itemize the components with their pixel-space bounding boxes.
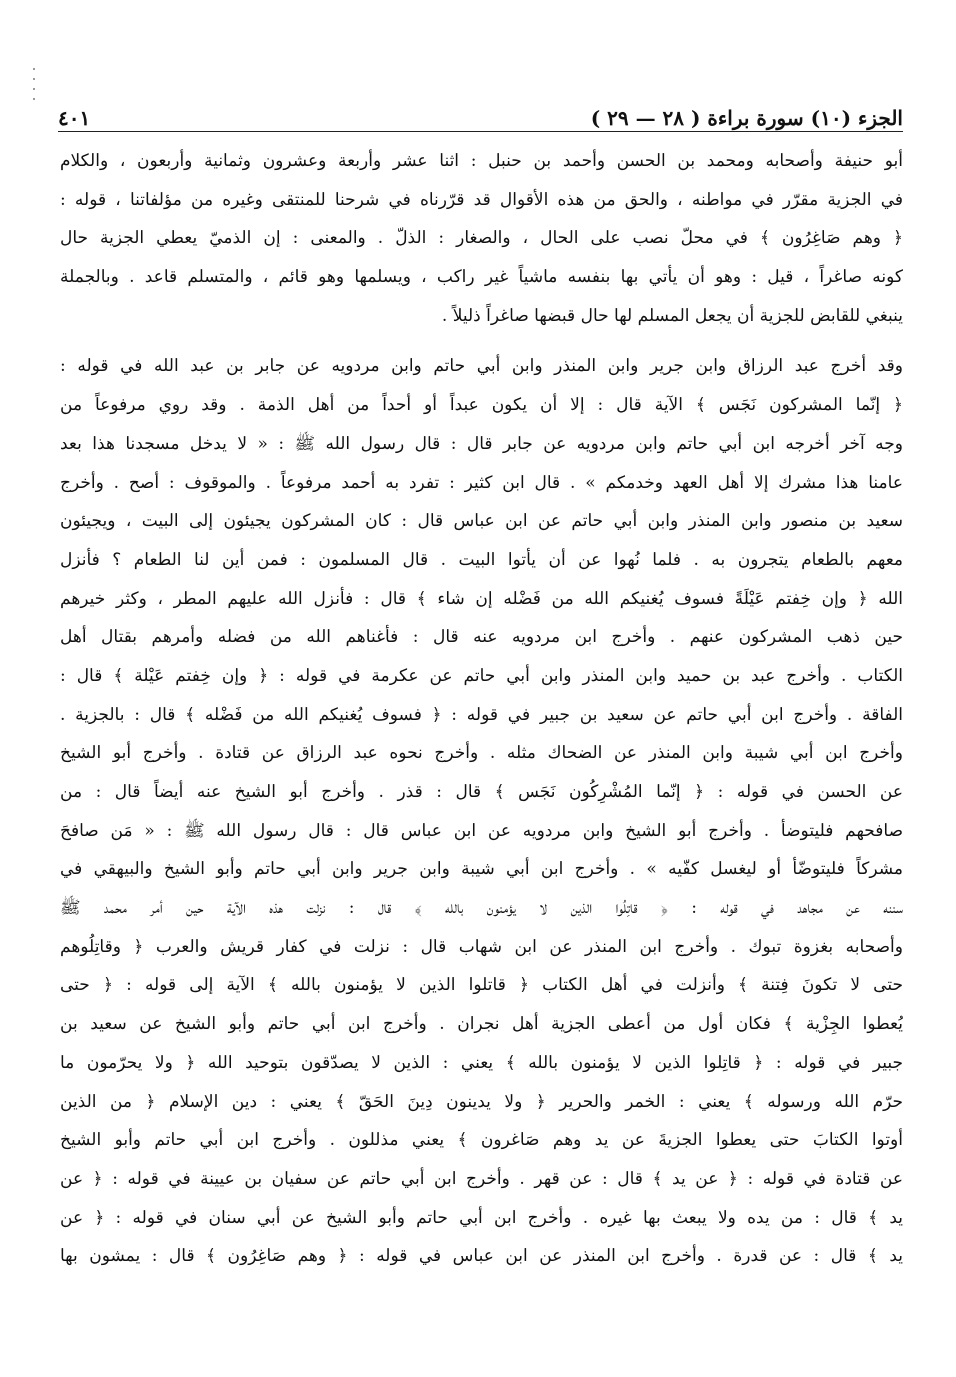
text-line: مشركاً فليتوضّأ أو ليغسل كفّيه » . وأخرج ابن أبي شيبة وابن جرير وابن أبي حاتم وأبو الشيخ والبيهقي في <box>60 859 903 880</box>
text-line: جبير في قوله : ﴿ قاتِلوا الذين لا يؤمنون بالله ﴾ يعني : الذين لا يصدّقون بتوحيد الله ﴿ ولا يحرّمون ما <box>60 1052 903 1073</box>
text-line: ينبغي للقابض للجزية أن يجعل المسلم لها حال قبضها صاغراً ذليلاً . <box>441 305 903 326</box>
body-text <box>60 142 903 1276</box>
text-line: كونه صاغراً ، قيل : وهو أن يأتي بها بنفسه ماشياً غير راكب ، ويسلمها وهو قائم ، والمتسلم قاعد . وبالجملة <box>60 267 903 288</box>
text-line: سعيد بن منصور وابن المنذر وابن أبي حاتم عن ابن عباس قال : كان المشركون يجيئون إلى البيت ، ويجيئون <box>60 511 903 532</box>
text-line: حين ذهب المشركون عنهم . وأخرج ابن مردويه عنه قال : فأغناهم الله من فضله وأمرهم بقتال أهل <box>60 627 903 648</box>
text-line: يد ﴾ قال : عن قدرة . وأخرج ابن المنذر عن ابن عباس في قوله : ﴿ وهم صَاغِرُون ﴾ قال : يمشون بها <box>60 1246 903 1267</box>
text-line: معهم بالطعام يتجرون به . فلما نُهوا عن أن يأتوا البيت . قال المسلمون : فمن أين لنا الطعام ؟ فأنزل <box>60 549 903 570</box>
text-line: يد ﴾ قال : من يده ولا يبعث بها غيره . وأخرج ابن أبي حاتم وأبو الشيخ عن أبي سنان في قوله : ﴿ عن <box>60 1207 903 1228</box>
text-line: وأصحابه بغزوة تبوك . وأخرج ابن المنذر عن ابن شهاب قال : نزلت في كفار قريش والعرب ﴿ وقاتِلُوهم <box>60 936 903 957</box>
text-line: عن الحسن في قوله : ﴿ إنّما المُشْرِكُون نَجَس ﴾ قال : قذر . وأخرج أبو الشيخ عنه أيضاً قال : من <box>60 782 903 802</box>
text-line: وجه آخر أخرجه ابن أبي حاتم وابن مردويه عن جابر قال : قال رسول الله ﷺ : « لا يدخل مسجدنا هذا بعد <box>60 433 903 454</box>
text-line: عن قتادة في قوله : ﴿ عن يد ﴾ قال : عن قهر . وأخرج ابن أبي حاتم عن سفيان بن عيينة في قوله : ﴿ عن <box>60 1168 903 1189</box>
text-line: صافحهم فليتوضأ . وأخرج أبو الشيخ وابن مردويه عن ابن عباس قال : قال رسول الله ﷺ : « مَن صافحَ <box>60 820 903 841</box>
text-line: الفاقة . وأخرج ابن أبي حاتم عن سعيد بن جبير في قوله : ﴿ فسوف يُغنيكم الله من فَضْله ﴾ قال : بالجزية . <box>60 704 903 725</box>
text-line: سننه عن مجاهد في قوله : ﴿ قاتِلُوا الذين لا يؤمنون بالله ﴾ قال : نزلت هذه الآية حين أمر محمد ﷺ <box>60 898 903 919</box>
header-title: الجزء (١٠) سورة براءة ( ٢٨ — ٢٩ ) <box>590 106 903 130</box>
page-number: ٤٠١ <box>58 106 91 130</box>
text-line: الكتاب . وأخرج عبد بن حميد وابن المنذر وابن أبي حاتم عن عكرمة في قوله : ﴿ وإن خِفتم عَيْلة ﴾ قال : <box>60 665 903 686</box>
running-header <box>58 98 903 130</box>
text-line: وقد أخرج عبد الرزاق وابن جرير وابن المنذر وابن أبي حاتم وابن مردويه عن جابر بن عبد الله في قوله : <box>60 356 903 377</box>
text-line: حرّم الله ورسوله ﴾ يعني : الخمر والحرير ﴿ ولا يدينون دِينَ الحَقّ ﴾ يعني : دين الإسلام ﴿ من الذين <box>60 1091 903 1112</box>
text-line: عامنا هذا مشرك إلا أهل العهد وخدمكم » . قال ابن كثير : تفرد به أحمد مرفوعاً . والموقوف : أصح . وأخرج <box>60 472 903 493</box>
header-rule <box>58 131 903 132</box>
text-line: في الجزية مقرّر في مواطنه ، والحق من هذه الأقوال قد قرّرناه في شرحنا للمنتقى وغيره من مؤلفاتنا ، قوله : <box>60 189 903 210</box>
text-line: أبو حنيفة وأصحابه ومحمد بن الحسن وأحمد بن حنبل : اثنا عشر وأربعة وعشرون وثمانية وأربعون ، والكلام <box>60 151 903 171</box>
text-line: ﴿ إنّما المشركون نَجَس ﴾ الآية قال : إلا أن يكون عبداً أو أحداً من أهل الذمة . وقد روي مرفوعاً من <box>60 395 903 416</box>
margin-marks <box>30 60 38 120</box>
text-line: وأخرج ابن أبي شيبة وابن المنذر عن الضحاك مثله . وأخرج نحوه عبد الرزاق عن قتادة . وأخرج أبو الشيخ <box>60 743 903 764</box>
text-line: حتى لا تكونَ فِتنة ﴾ وأنزلت في أهل الكتاب ﴿ قاتلوا الذين لا يؤمنون بالله ﴾ الآية إلى قوله : ﴿ حتى <box>60 975 903 996</box>
text-line: أوتوا الكتابَ حتى يعطوا الجزيةَ عن يد وهم صَاغرون ﴾ يعني مذللون . وأخرج ابن أبي حاتم وأبو الشيخ <box>60 1130 903 1151</box>
text-line: يُعطوا الجِزْية ﴾ فكان أول من أعطى الجزية أهل نجران . وأخرج ابن أبي حاتم وأبو الشيخ عن سعيد بن <box>60 1014 903 1035</box>
paragraph <box>60 142 903 335</box>
text-line: ﴿ وهم صَاغِرُون ﴾ في محلّ نصب على الحال ، والصغار : الذلّ . والمعنى : إن الذميّ يعطي الجزية حال <box>60 228 903 249</box>
text-line: الله ﴿ وإن خِفتم عَيْلَةً فسوف يُغنيكم الله من فَضْله إن شاء ﴾ قال : فأنزل الله عليهم المطر ، وكثر خيرهم <box>60 588 903 609</box>
paragraph <box>60 347 903 1276</box>
